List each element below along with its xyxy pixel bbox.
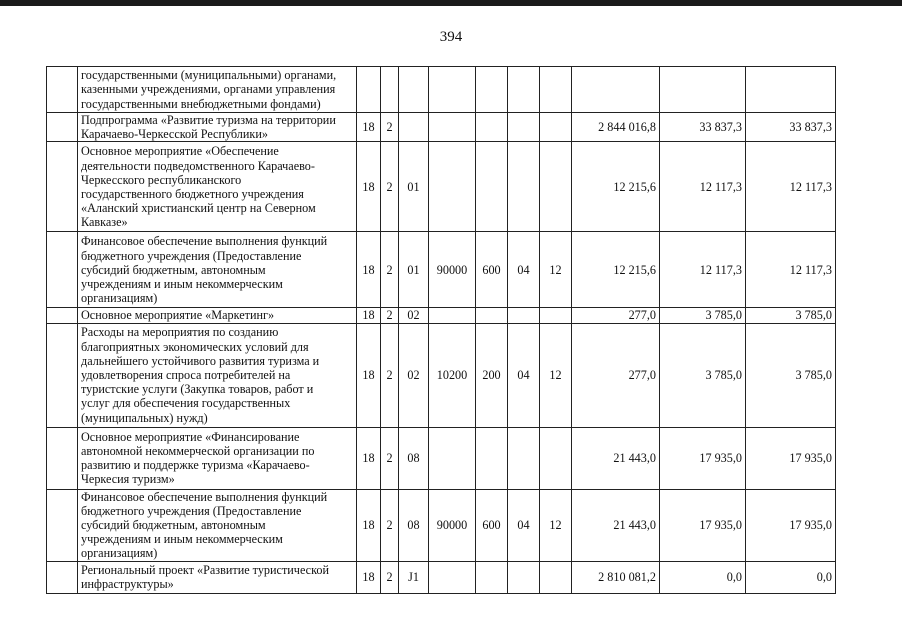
direction-code-cell [429,308,476,323]
item-name-line: бюджетного учреждения (Предоставление [81,503,302,518]
item-name-line: организациям) [81,291,158,306]
direction-code-cell [429,561,476,593]
subprogram-code-cell: 2 [381,427,399,489]
empty-cell [47,561,78,593]
amount-year-1-cell: 21 443,0 [572,489,660,561]
amount-year-1-cell: 277,0 [572,323,660,427]
item-name-cell [78,323,357,427]
subsection-code-cell: 12 [540,323,572,427]
item-name-line: государственными внебюджетными фондами) [81,96,321,111]
item-name-line: Основное мероприятие «Финансирование [81,429,300,444]
expense-type-cell [476,561,508,593]
amount-year-3-cell: 12 117,3 [746,142,836,232]
measure-code-cell [399,113,429,142]
subsection-code-cell: 12 [540,232,572,308]
item-name-cell [78,232,357,308]
program-code-cell: 18 [357,142,381,232]
section-code-cell: 04 [508,489,540,561]
program-code-cell: 18 [357,232,381,308]
item-name-line: благоприятных экономических условий для [81,339,309,354]
expense-type-cell [476,67,508,113]
item-name-line: субсидий бюджетным, автономным [81,518,266,533]
measure-code-cell: J1 [399,561,429,593]
item-name-line: удовлетворения спроса потребителей на [81,368,291,382]
amount-year-2-cell: 17 935,0 [660,489,746,561]
section-code-cell [508,427,540,489]
subsection-code-cell [540,142,572,232]
table-row [47,232,836,308]
subprogram-code-cell [381,67,399,113]
empty-cell [47,323,78,427]
item-name-line: услуг для обеспечения государственных [81,396,291,411]
expense-type-cell: 600 [476,232,508,308]
item-name-cell [78,427,357,489]
item-name-line: Региональный проект «Развитие туристической [81,562,329,577]
item-name-line: Кавказе» [81,215,128,230]
program-code-cell: 18 [357,308,381,323]
direction-code-cell [429,427,476,489]
item-name-line: Финансовое обеспечение выполнения функций [81,489,328,504]
item-name-cell [78,142,357,232]
expense-type-cell: 200 [476,323,508,427]
measure-code-cell: 01 [399,232,429,308]
table-row [47,489,836,561]
section-code-cell: 04 [508,323,540,427]
amount-year-1-cell: 277,0 [572,308,660,323]
table-body [47,67,836,594]
item-name-line: субсидий бюджетным, автономным [81,262,266,277]
section-code-cell: 04 [508,232,540,308]
empty-cell [47,142,78,232]
measure-code-cell [399,67,429,113]
empty-cell [47,308,78,323]
measure-code-cell: 02 [399,308,429,323]
amount-year-2-cell: 0,0 [660,561,746,593]
measure-code-cell: 08 [399,427,429,489]
measure-code-cell: 01 [399,142,429,232]
program-code-cell [357,67,381,113]
item-name-line: Финансовое обеспечение выполнения функций [81,234,328,249]
amount-year-1-cell: 2 810 081,2 [572,561,660,593]
subprogram-code-cell: 2 [381,323,399,427]
item-name-line: туристские услуги (Закупка товаров, работ и [81,382,314,397]
amount-year-1-cell: 12 215,6 [572,142,660,232]
item-name-line: государственного бюджетного учреждения [81,186,304,201]
item-name-line: учреждениям и иным некоммерческим [81,277,283,291]
amount-year-2-cell: 3 785,0 [660,323,746,427]
item-name-line: организациям) [81,546,158,561]
amount-year-3-cell: 0,0 [746,561,836,593]
amount-year-3-cell: 3 785,0 [746,308,836,323]
subsection-code-cell [540,113,572,142]
direction-code-cell [429,67,476,113]
item-name-line: Черкесского республиканского [81,172,242,187]
page-number: 394 [439,29,463,45]
subprogram-code-cell: 2 [381,113,399,142]
budget-table [46,66,836,594]
item-name-line: Основное мероприятие «Обеспечение [81,144,279,159]
program-code-cell: 18 [357,427,381,489]
amount-year-2-cell: 12 117,3 [660,142,746,232]
item-name-line: Карачаево-Черкесской Республики» [81,127,268,142]
program-code-cell: 18 [357,323,381,427]
amount-year-2-cell: 17 935,0 [660,427,746,489]
section-code-cell [508,561,540,593]
amount-year-2-cell [660,67,746,113]
amount-year-3-cell: 3 785,0 [746,323,836,427]
amount-year-2-cell: 12 117,3 [660,232,746,308]
direction-code-cell [429,113,476,142]
expense-type-cell: 600 [476,489,508,561]
table-row [47,67,836,113]
subsection-code-cell [540,67,572,113]
subprogram-code-cell: 2 [381,308,399,323]
item-name-line: деятельности подведомственного Карачаево- [81,158,315,173]
table-row [47,113,836,142]
measure-code-cell: 08 [399,489,429,561]
amount-year-1-cell: 2 844 016,8 [572,113,660,142]
subprogram-code-cell: 2 [381,142,399,232]
item-name-cell [78,67,357,113]
table-row [47,323,836,427]
section-code-cell [508,67,540,113]
section-code-cell [508,113,540,142]
empty-cell [47,67,78,113]
item-name-line: автономной некоммерческой организации по [81,443,315,458]
expense-type-cell [476,142,508,232]
subprogram-code-cell: 2 [381,561,399,593]
amount-year-3-cell: 33 837,3 [746,113,836,142]
item-name-line: казенными учреждениями, органами управления [81,82,336,97]
item-name-line: дальнейшего устойчивого развития туризма и [81,353,320,368]
amount-year-1-cell: 21 443,0 [572,427,660,489]
item-name-line: бюджетного учреждения (Предоставление [81,248,302,263]
program-code-cell: 18 [357,113,381,142]
measure-code-cell: 02 [399,323,429,427]
item-name-line: «Аланский христианский центр на Северном [81,201,316,216]
empty-cell [47,232,78,308]
empty-cell [47,113,78,142]
item-name-line: Основное мероприятие «Маркетинг» [81,308,275,323]
subsection-code-cell [540,308,572,323]
program-code-cell: 18 [357,489,381,561]
item-name-line: (муниципальных) нужд) [81,410,208,425]
item-name-line: Расходы на мероприятия по созданию [81,325,279,340]
table-row [47,308,836,323]
item-name-line: развитию и поддержке туризма «Карачаево- [81,458,310,473]
table-row [47,561,836,593]
subsection-code-cell [540,427,572,489]
expense-type-cell [476,113,508,142]
amount-year-3-cell: 12 117,3 [746,232,836,308]
amount-year-1-cell [572,67,660,113]
amount-year-3-cell: 17 935,0 [746,489,836,561]
amount-year-3-cell: 17 935,0 [746,427,836,489]
item-name-cell [78,308,357,323]
subsection-code-cell [540,561,572,593]
empty-cell [47,489,78,561]
subsection-code-cell: 12 [540,489,572,561]
amount-year-2-cell: 33 837,3 [660,113,746,142]
item-name-line: учреждениям и иным некоммерческим [81,532,283,547]
item-name-line: Подпрограмма «Развитие туризма на территории [81,113,336,127]
amount-year-1-cell: 12 215,6 [572,232,660,308]
item-name-cell [78,561,357,593]
direction-code-cell: 90000 [429,489,476,561]
section-code-cell [508,142,540,232]
item-name-line: государственными (муниципальными) органами, [81,68,337,83]
subprogram-code-cell: 2 [381,489,399,561]
item-name-cell [78,113,357,142]
direction-code-cell: 10200 [429,323,476,427]
section-code-cell [508,308,540,323]
direction-code-cell [429,142,476,232]
expense-type-cell [476,427,508,489]
item-name-line: Черкесия туризм» [81,472,175,487]
top-rule [0,0,902,6]
table-row [47,142,836,232]
program-code-cell: 18 [357,561,381,593]
table-row [47,427,836,489]
item-name-line: инфраструктуры» [81,577,174,592]
direction-code-cell: 90000 [429,232,476,308]
subprogram-code-cell: 2 [381,232,399,308]
amount-year-3-cell [746,67,836,113]
empty-cell [47,427,78,489]
item-name-cell [78,489,357,561]
amount-year-2-cell: 3 785,0 [660,308,746,323]
expense-type-cell [476,308,508,323]
